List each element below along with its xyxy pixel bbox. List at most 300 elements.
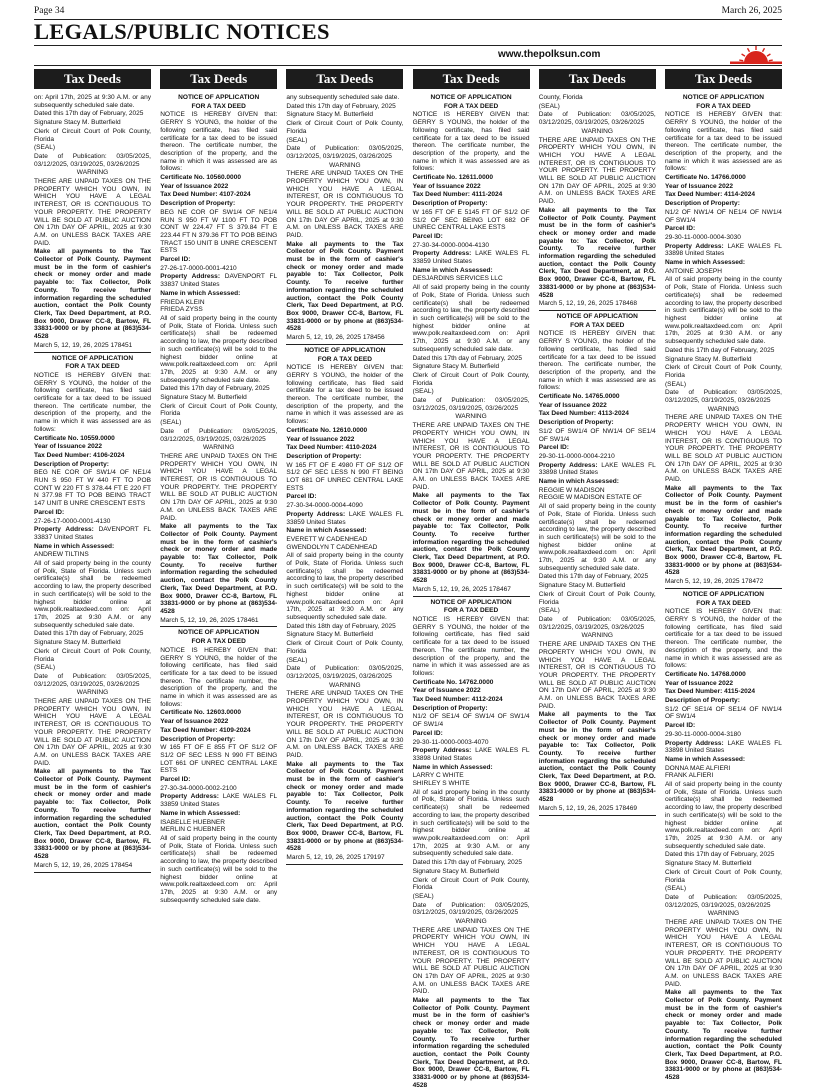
seal-mark: (SEAL): [412, 892, 434, 900]
payment-instructions: Make all payments to the Tax Collector of Polk County. Payment must be in the form of cashier's check or money order and made payable to: Tax Collector, Polk County. To receive further information regarding the scheduled auction, contact the Polk County Clerk, Tax Deed Department, at P.O. Box 9000, Drawer CC-8, Bartow, FL 33831-9000 or by phone at (863)534-4528: [538, 206, 656, 299]
header-rule-bottom: [34, 65, 782, 66]
publication-dates: Date of Publication: 03/05/2025, 03/12/2025, 03/19/2025, 03/26/2025: [412, 901, 530, 917]
assessed-name: LARRY C WHITE SHIRLEY S WHITE: [412, 772, 470, 788]
parcel-id: 29-30-11-0000-0003-4070: [412, 738, 489, 746]
notice-subtitle: FOR A TAX DEED: [443, 102, 499, 110]
payment-instructions: Make all payments to the Tax Collector of Polk County. Payment must be in the form of cashier's check or money order and made payable to: Tax Collector, Polk County. To receive further information regarding the scheduled auction, contact the Polk County Clerk, Tax Deed Department, at P.O. Box 9000, Drawer CC-8, Bartow, FL 33831-9000 or by phone at (863)534-4528: [286, 240, 404, 333]
dated-line: Dated this 17th day of February, 2025: [664, 346, 775, 354]
tax-deed-number: Tax Deed Number: 4111-2024: [412, 191, 503, 199]
issuance-year: Year of Issuance 2022: [160, 182, 229, 190]
clerk-line: Clerk of Circuit Court of Polk County, Florida: [538, 590, 656, 606]
certificate-number: Certificate No. 14762.0000: [412, 678, 494, 686]
parcel-id: 29-30-11-0000-0004-3180: [664, 730, 741, 738]
website-link[interactable]: www.thepolksun.com: [498, 49, 601, 60]
sun-logo-icon: [730, 49, 782, 64]
issuance-year: Year of Issuance 2022: [34, 443, 103, 451]
certificate-number: Certificate No. 12611.0000: [412, 174, 493, 182]
payment-instructions: Make all payments to the Tax Collector of Polk County. Payment must be in the form of cashier's check or money order and made payable to: Tax Collector, Polk County. To receive further information regarding the scheduled auction, contact the Polk County Clerk, Tax Deed Department, at P.O. Box 9000, Drawer CC-8, Bartow, FL 33831-9000 or by phone at (863)534-4528: [664, 484, 782, 577]
run-dates-text: March 5, 12, 19, 26, 2025: [286, 854, 361, 862]
warning-text: THERE ARE UNPAID TAXES ON THE PROPERTY WHICH YOU OWN, IN WHICH YOU HAVE A LEGAL INTEREST, OR IS CONTIGUOUS TO YOUR PROPERTY. THE PROPERTY WILL BE SOLD AT PUBLIC AUCTION ON 17th DAY OF APRIL, 2025 at 9:30 A.M. on UNLESS BACK TAXES ARE PAID.: [286, 170, 404, 239]
reference-number: 178461: [236, 616, 259, 624]
parcel-label: Parcel ID:: [412, 729, 443, 737]
publication-dates: Date of Publication: 03/05/2025, 03/12/2025, 03/19/2025, 03/26/2025: [286, 145, 404, 160]
tax-deed-notice: [665, 591, 782, 1082]
property-description: S1/2 OF SW1/4 OF NW1/4 OF SE1/4 OF SW1/4: [538, 427, 656, 443]
parcel-label: Parcel ID:: [34, 508, 65, 516]
reference-number: 178467: [489, 585, 511, 593]
page-header: [34, 0, 782, 70]
clerk-line: Clerk of Circuit Court of Polk County, Florida: [160, 402, 278, 418]
issuance-year: Year of Issuance 2022: [412, 687, 481, 695]
property-address: [160, 273, 277, 288]
seal-mark: (SEAL): [664, 380, 687, 388]
parcel-id: 27-30-34-0000-0004-4130: [412, 241, 490, 249]
notice-subtitle: FOR A TAX DEED: [65, 363, 120, 371]
property-address: [286, 511, 403, 526]
notice-divider: [539, 310, 656, 311]
notice-intro: NOTICE IS HEREBY GIVEN that: GERRY S YOUNG, the holder of the following certificate, has filed said certificate for a tax deed to be issued thereon. The certificate number, the description of the property, and the name in which it was assessed are as follows:: [664, 111, 782, 173]
notice-divider: [160, 626, 277, 627]
tax-deed-notice: [34, 355, 151, 870]
warning-heading: WARNING: [707, 910, 740, 918]
tax-deed-notice: [665, 94, 782, 586]
dated-line: Dated this 17th day of February, 2025: [412, 859, 522, 867]
notice-title: NOTICE OF APPLICATION: [556, 312, 638, 320]
address-value: LAKE WALES FL 33898 United States: [664, 242, 782, 258]
run-dates-text: March 5, 12, 19, 26, 2025: [160, 616, 235, 624]
column-body: [160, 94, 277, 904]
assessed-label: Name in which Assessed:: [412, 266, 493, 274]
payment-instructions: Make all payments to the Tax Collector of Polk County. Payment must be in the form of cashier's check or money order and made payable to: Tax Collector, Polk County. To receive further information regarding the scheduled auction, contact the Polk County Clerk, Tax Deed Department, at P.O. Box 9000, Drawer CC-8, Bartow, FL 33831-9000 or by phone at (863)534-4528: [34, 768, 151, 861]
address-label: Property Address:: [160, 273, 225, 281]
property-description: W 165 FT OF E 4980 FT OF S1/2 OF S1/2 OF SEC LESS N 990 FT BEING LOT 681 OF UNREC CENTRAL LAKE ESTS: [286, 461, 404, 492]
parcel-id: 29-30-11-0000-0004-3030: [664, 233, 741, 241]
run-dates-text: March 5, 12, 19, 26, 2025: [412, 585, 488, 593]
dated-line: Dated this 17th day of February, 2025: [34, 630, 144, 638]
property-description: S1/2 OF SE1/4 OF SE1/4 OF NW1/4 OF SW1/4: [664, 705, 782, 721]
tax-deed-number: Tax Deed Number: 4107-2024: [160, 191, 251, 199]
run-dates: [539, 300, 656, 308]
notice-title: NOTICE OF APPLICATION: [682, 590, 764, 598]
certificate-number: Certificate No. 14766.0000: [664, 174, 746, 182]
certificate-number: Certificate No. 14768.0000: [664, 670, 746, 678]
notice-divider: [286, 344, 403, 345]
signature: Signature Stacy M. Butterfield: [664, 860, 752, 868]
payment-instructions: Make all payments to the Tax Collector of Polk County. Payment must be in the form of cashier's check or money order and made payable to: Tax Collector, Polk County. To receive further information regarding the scheduled auction, contact the Polk County Clerk, Tax Deed Department, at P.O. Box 9000, Drawer CC-8, Bartow, FL 33831-9000 or by phone at (863)534-4528: [160, 523, 278, 615]
notice-title: NOTICE OF APPLICATION: [430, 94, 512, 101]
description-label: Description of Property:: [412, 200, 488, 208]
address-value: LAKE WALES FL 33898 United States: [664, 739, 782, 755]
parcel-id: 27-26-17-0000-0001-4130: [34, 517, 111, 525]
sale-terms: All of said property being in the county of Polk, State of Florida. Unless such certificate(s) shall be redeemed according to law, the property described in such certificate(s) will be sold to the highest bidder online at www.polk.realtaxdeed.com on: April 17th, 2025 at 9:30 A.M. or any subsequently scheduled sale date.: [160, 834, 278, 904]
payment-instructions: Make all payments to the Tax Collector of Polk County. Payment must be in the form of cashier's check or money order and made payable to: Tax Collector, Polk County. To receive further information regarding the scheduled auction, contact the Polk County Clerk, Tax Deed Department, at P.O. Box 9000, Drawer CC-8, Bartow, FL 33831-9000 or by phone at (863)534-4528: [412, 492, 530, 585]
publication-dates: Date of Publication: 03/05/2025, 03/12/2025, 03/19/2025, 03/26/2025: [664, 893, 782, 909]
clerk-line: Clerk of Circuit Court of Polk County, Florida: [412, 371, 530, 387]
column-body: [665, 94, 782, 1082]
warning-heading: WARNING: [329, 681, 361, 689]
section-title: LEGALS/PUBLIC NOTICES: [34, 19, 330, 44]
clerk-line: Clerk of Circuit Court of Polk County, Florida: [664, 868, 782, 884]
assessed-name: ANTOINE JOSEPH: [664, 267, 722, 275]
tax-deed-number: Tax Deed Number: 4114-2024: [664, 191, 756, 199]
notice-subtitle: FOR A TAX DEED: [317, 355, 373, 363]
property-address: [413, 250, 530, 265]
publication-dates: Date of Publication: 03/05/2025, 03/12/2025, 03/19/2025, 03/26/2025: [538, 616, 656, 631]
notice-intro: NOTICE IS HEREBY GIVEN that: GERRY S YOUNG, the holder of the following certificate, has filed said certificate for a tax deed to be issued thereon. The certificate number, the description of the property, and the name in which it was assessed are as follows:: [412, 111, 530, 173]
column-heading: Tax Deeds: [665, 69, 782, 89]
run-dates-text: March 5, 12, 19, 26, 2025: [34, 861, 109, 869]
notice-divider: [34, 872, 151, 873]
warning-heading: WARNING: [76, 169, 109, 177]
address-value: LAKE WALES FL 33859 United States: [412, 250, 530, 266]
property-address: [413, 747, 530, 762]
dated-line: Dated this 17th day of February, 2025: [664, 851, 775, 859]
warning-text: THERE ARE UNPAID TAXES ON THE PROPERTY WHICH YOU OWN, IN WHICH YOU HAVE A LEGAL INTEREST, OR IS CONTIGUOUS TO YOUR PROPERTY. THE PROPERTY WILL BE SOLD AT PUBLIC AUCTION ON 17th DAY OF APRIL, 2025 at 9:30 A.M. on UNLESS BACK TAXES ARE PAID.: [538, 641, 656, 710]
description-label: Description of Property:: [160, 200, 236, 208]
notice-column: [34, 69, 151, 945]
sale-terms: All of said property being in the county of Polk, State of Florida. Unless such certificate(s) shall be redeemed according to law, the property described in such certificate(s) will be sold to the highest bidder online at www.polk.realtaxdeed.com on: April 17th, 2025 at 9:30 A.M. or any subsequently scheduled sale date.: [34, 560, 151, 629]
header-rule-middle: [34, 45, 782, 46]
warning-heading: WARNING: [455, 413, 487, 421]
assessed-label: Name in which Assessed:: [160, 809, 241, 817]
issue-date: March 26, 2025: [721, 6, 782, 16]
issuance-year: Year of Issuance 2022: [664, 182, 733, 190]
clerk-line: Clerk of Circuit Court of Polk County, Florida: [664, 364, 782, 379]
assessed-name: DESJARDINS SERVICES LLC: [412, 275, 503, 283]
reference-number: 179197: [362, 854, 385, 862]
column-heading: Tax Deeds: [539, 69, 656, 89]
run-dates: [286, 854, 403, 862]
property-description: BEG NE COR OF SW1/4 OF NE1/4 RUN S 950 FT W 440 FT TO POB CONT W 220 FT S 378.44 FT E 220 FT N 377.98 FT TO POB BEING TRACT 147 UNIT B UNRE CRESCENT ESTS: [34, 469, 151, 508]
tax-deed-number: Tax Deed Number: 4113-2024: [538, 410, 629, 418]
notice-subtitle: FOR A TAX DEED: [191, 102, 246, 110]
property-address: [665, 740, 782, 755]
certificate-number: Certificate No. 10560.0000: [160, 174, 241, 182]
publication-dates: Date of Publication: 03/05/2025, 03/12/2025, 03/19/2025, 03/26/2025: [34, 672, 151, 688]
notice-divider: [539, 815, 656, 816]
assessed-name: ISABELLE HUEBNER MERLIN C HUEBNER: [160, 818, 226, 834]
tax-deed-number: Tax Deed Number: 4115-2024: [664, 688, 756, 696]
warning-text: THERE ARE UNPAID TAXES ON THE PROPERTY WHICH YOU OWN, IN WHICH YOU HAVE A LEGAL INTEREST, OR IS CONTIGUOUS TO YOUR PROPERTY. THE PROPERTY WILL BE SOLD AT PUBLIC AUCTION ON 17th DAY OF APRIL, 2025 at 9:30 A.M. on UNLESS BACK TAXES ARE PAID.: [538, 136, 656, 206]
run-dates-text: March 5, 12, 19, 26, 2025: [664, 578, 740, 586]
column-heading: Tax Deeds: [413, 69, 530, 89]
warning-text: THERE ARE UNPAID TAXES ON THE PROPERTY WHICH YOU OWN, IN WHICH YOU HAVE A LEGAL INTEREST, OR IS CONTIGUOUS TO YOUR PROPERTY. THE PROPERTY WILL BE SOLD AT PUBLIC AUCTION ON 17th DAY OF APRIL, 2025 at 9:30 A.M. on UNLESS BACK TAXES ARE PAID.: [34, 698, 151, 767]
parcel-label: Parcel ID:: [412, 232, 443, 240]
issuance-year: Year of Issuance 2022: [286, 435, 355, 443]
parcel-label: Parcel ID:: [664, 722, 696, 730]
notice-intro: NOTICE IS HEREBY GIVEN that: GERRY S YOUNG, the holder of the following certificate, has filed said certificate for a tax deed to be issued thereon. The certificate number, the description of the property, and the name in which it was assessed are as follows:: [664, 608, 782, 670]
notice-subtitle: FOR A TAX DEED: [696, 599, 751, 607]
warning-text: THERE ARE UNPAID TAXES ON THE PROPERTY WHICH YOU OWN, IN WHICH YOU HAVE A LEGAL INTEREST, OR IS CONTIGUOUS TO YOUR PROPERTY. THE PROPERTY WILL BE SOLD AT PUBLIC AUCTION ON 17th DAY OF APRIL, 2025 at 9:30 A.M. on UNLESS BACK TAXES ARE PAID.: [664, 919, 782, 988]
reference-number: 178468: [615, 300, 638, 308]
sale-terms: All of said property being in the county of Polk, State of Florida. Unless such certificate(s) shall be redeemed according to law, the property described in such certificate(s) will be sold to the highest bidder online at www.polk.realtaxdeed.com on: April 17th, 2025 at 9:30 A.M. or any subsequently scheduled sale date.: [160, 314, 278, 384]
run-dates-text: March 5, 12, 19, 26, 2025: [538, 804, 614, 812]
column-body: [413, 94, 530, 1089]
address-value: DAVENPORT FL 33837 United States: [34, 526, 151, 541]
assessed-label: Name in which Assessed:: [160, 289, 241, 297]
run-dates: [539, 805, 656, 813]
notice-subtitle: FOR A TAX DEED: [191, 638, 246, 646]
warning-text: THERE ARE UNPAID TAXES ON THE PROPERTY WHICH YOU OWN, IN WHICH YOU HAVE A LEGAL INTEREST, OR IS CONTIGUOUS TO YOUR PROPERTY. THE PROPERTY WILL BE SOLD AT PUBLIC AUCTION ON 17th DAY OF APRIL, 2025 at 9:30 A.M. on UNLESS BACK TAXES ARE PAID.: [412, 926, 530, 996]
dated-line: Dated this 17th day of February, 2025: [160, 385, 270, 393]
notice-divider: [413, 596, 530, 597]
warning-text: THERE ARE UNPAID TAXES ON THE PROPERTY WHICH YOU OWN, IN WHICH YOU HAVE A LEGAL INTEREST, OR IS CONTIGUOUS TO YOUR PROPERTY. THE PROPERTY WILL BE SOLD AT PUBLIC AUCTION ON 17th DAY OF APRIL, 2025 at 9:30 A.M. on UNLESS BACK TAXES ARE PAID.: [664, 414, 782, 484]
publication-dates: Date of Publication: 03/05/2025, 03/12/2025, 03/19/2025, 03/26/2025: [412, 397, 530, 412]
seal-mark: (SEAL): [412, 388, 434, 396]
warning-heading: WARNING: [329, 161, 361, 169]
address-value: LAKE WALES FL 33859 United States: [160, 793, 278, 809]
warning-heading: WARNING: [202, 444, 235, 452]
lead-in-text: on: April 17th, 2025 at 9:30 A.M. or any subsequently scheduled sale date.: [34, 94, 151, 109]
warning-text: THERE ARE UNPAID TAXES ON THE PROPERTY WHICH YOU OWN, IN WHICH YOU HAVE A LEGAL INTEREST, OR IS CONTIGUOUS TO YOUR PROPERTY. THE PROPERTY WILL BE SOLD AT PUBLIC AUCTION ON 17th DAY OF APRIL, 2025 at 9:30 A.M. on UNLESS BACK TAXES ARE PAID.: [34, 178, 151, 247]
run-dates: [413, 586, 530, 594]
publication-dates: Date of Publication: 03/05/2025, 03/12/2025, 03/19/2025, 03/26/2025: [160, 427, 278, 443]
property-description: N1/2 OF NW1/4 OF NE1/4 OF NW1/4 OF SW1/4: [664, 208, 782, 224]
address-label: Property Address:: [664, 242, 728, 250]
notice-intro: NOTICE IS HEREBY GIVEN that: GERRY S YOUNG, the holder of the following certificate, has filed said certificate for a tax deed to be issued thereon. The certificate number, the description of the property, and the name in which it was assessed are as follows:: [412, 616, 530, 677]
address-label: Property Address:: [412, 747, 476, 755]
reference-number: 178456: [362, 334, 385, 342]
clerk-line: Clerk of Circuit Court of Polk County, Florida: [34, 647, 151, 663]
parcel-label: Parcel ID:: [538, 444, 569, 452]
clerk-line: Clerk of Circuit Court of Polk County, Florida: [412, 876, 530, 892]
parcel-label: Parcel ID:: [286, 493, 317, 501]
column-body: [286, 94, 403, 865]
sale-terms: All of said property being in the county of Polk, State of Florida. Unless such certificate(s) shall be redeemed according to law, the property described in such certificate(s) will be sold to the highest bidder online at www.polk.realtaxdeed.com on: April 17th, 2025 at 9:30 A.M. or any subsequently scheduled sale date.: [412, 284, 530, 353]
clerk-line: Clerk of Circuit Court of Polk County, Florida: [286, 120, 404, 135]
address-label: Property Address:: [34, 526, 99, 534]
page-number: Page 34: [34, 6, 65, 16]
notice-title: NOTICE OF APPLICATION: [304, 346, 386, 354]
sale-terms: All of said property being in the county of Polk, State of Florida. Unless such certificate(s) shall be redeemed according to law, the property described in such certificate(s) will be sold to the highest bidder online at www.polk.realtaxdeed.com on: April 17th, 2025 at 9:30 A.M. or any subsequently scheduled sale date.: [664, 781, 782, 850]
address-label: Property Address:: [412, 250, 476, 258]
certificate-number: Certificate No. 12610.0000: [286, 426, 368, 434]
seal-mark: (SEAL): [538, 607, 560, 615]
notice-column: [286, 69, 403, 945]
sale-terms: All of said property being in the county of Polk, State of Florida. Unless such certificate(s) shall be redeemed according to law, the property described in such certificate(s) will be sold to the highest bidder online at www.polk.realtaxdeed.com on: April 17th, 2025 at 9:30 A.M. or any subsequently scheduled sale date.: [412, 788, 530, 858]
warning-heading: WARNING: [707, 405, 740, 413]
warning-heading: WARNING: [76, 689, 109, 697]
tax-deed-number: Tax Deed Number: 4110-2024: [286, 444, 377, 452]
assessed-label: Name in which Assessed:: [34, 542, 115, 550]
payment-instructions: Make all payments to the Tax Collector of Polk County. Payment must be in the form of cashier's check or money order and made payable to: Tax Collector, Polk County. To receive further information regarding the scheduled auction, contact the Polk County Clerk, Tax Deed Department, at P.O. Box 9000, Drawer CC-8, Bartow, FL 33831-9000 or by phone at (863)534-4528: [34, 248, 151, 341]
reference-number: 178472: [741, 578, 764, 586]
seal-mark: (SEAL): [160, 419, 182, 427]
tax-deed-notice: [539, 313, 656, 813]
property-description: W 165 FT OF E 855 FT OF S1/2 OF S1/2 OF SEC LESS N 990 FT BEING LOT 661 OF UNREC CENTRAL LAKE ESTS: [160, 744, 278, 775]
property-address: [539, 462, 656, 477]
notice-intro: NOTICE IS HEREBY GIVEN that: GERRY S YOUNG, the holder of the following certificate, has filed said certificate for a tax deed to be issued thereon. The certificate number, the description of the property, and the name in which it was assessed are as follows:: [286, 364, 404, 426]
property-address: [665, 243, 782, 258]
notice-subtitle: FOR A TAX DEED: [570, 321, 625, 329]
notice-intro: NOTICE IS HEREBY GIVEN that: GERRY S YOUNG, the holder of the following certificate, has filed said certificate for a tax deed to be issued thereon. The certificate number, the description of the property, and the name in which it was assessed are as follows:: [538, 330, 656, 392]
publication-dates: Date of Publication: 03/05/2025, 03/12/2025, 03/19/2025, 03/26/2025: [286, 665, 404, 680]
run-dates: [160, 617, 277, 625]
issuance-year: Year of Issuance 2022: [160, 718, 229, 726]
assessed-name: ANDREW TILTINS: [34, 551, 89, 559]
certificate-number: Certificate No. 10559.0000: [34, 434, 115, 442]
description-label: Description of Property:: [412, 704, 488, 712]
certificate-number: Certificate No. 12603.0000: [160, 709, 241, 717]
sale-terms: All of said property being in the county of Polk, State of Florida. Unless such certificate(s) shall be redeemed according to law, the property described in such certificate(s) will be sold to the highest bidder online at www.polk.realtaxdeed.com on: April 17th, 2025 at 9:30 A.M. or any subsequently scheduled sale date.: [538, 503, 656, 572]
warning-text: THERE ARE UNPAID TAXES ON THE PROPERTY WHICH YOU OWN, IN WHICH YOU HAVE A LEGAL INTEREST, OR IS CONTIGUOUS TO YOUR PROPERTY. THE PROPERTY WILL BE SOLD AT PUBLIC AUCTION ON 17th DAY OF APRIL, 2025 at 9:30 A.M. on UNLESS BACK TAXES ARE PAID.: [160, 452, 278, 522]
tax-deed-notice: [160, 629, 277, 904]
tax-deed-number: Tax Deed Number: 4106-2024: [34, 451, 125, 459]
tax-deed-number: Tax Deed Number: 4109-2024: [160, 726, 251, 734]
issuance-year: Year of Issuance 2022: [412, 182, 481, 190]
seal-mark: (SEAL): [34, 664, 56, 672]
tax-deed-notice: [413, 94, 530, 594]
assessed-label: Name in which Assessed:: [286, 527, 367, 535]
notice-column: [539, 69, 656, 945]
warning-heading: WARNING: [581, 632, 613, 640]
description-label: Description of Property:: [538, 419, 614, 427]
notice-title: NOTICE OF APPLICATION: [682, 94, 764, 101]
reference-number: 178454: [110, 861, 133, 869]
notice-title: NOTICE OF APPLICATION: [430, 598, 512, 606]
issuance-year: Year of Issuance 2022: [664, 679, 733, 687]
property-description: N1/2 OF SE1/4 OF SW1/4 OF SW1/4 OF SW1/4: [412, 713, 530, 729]
notice-subtitle: FOR A TAX DEED: [443, 607, 499, 615]
run-dates: [34, 862, 151, 870]
notice-divider: [34, 352, 151, 353]
tax-deed-notice: [160, 94, 277, 624]
seal-mark: (SEAL): [286, 656, 308, 664]
payment-instructions: Make all payments to the Tax Collector of Polk County. Payment must be in the form of cashier's check or money order and made payable to: Tax Collector, Polk County. To receive further information regarding the scheduled auction, contact the Polk County Clerk, Tax Deed Department, at P.O. Box 9000, Drawer CC-8, Bartow, FL 33831-9000 or by phone at (863)534-4528: [286, 760, 404, 853]
address-label: Property Address:: [160, 793, 223, 801]
run-dates: [286, 334, 403, 342]
description-label: Description of Property:: [160, 735, 236, 743]
assessed-name: REGGIE W MADISON REGGIE W MADISON ESTATE OF: [538, 486, 642, 502]
parcel-id: 27-26-17-0000-0001-4210: [160, 264, 237, 272]
assessed-label: Name in which Assessed:: [664, 755, 746, 763]
address-label: Property Address:: [664, 739, 728, 747]
assessed-name: EVERETT W CADENHEAD GWENDOLYN T CADENHEAD: [286, 535, 378, 551]
clerk-line: Clerk of Circuit Court of Polk County, Florida: [34, 127, 151, 143]
issuance-year: Year of Issuance 2022: [538, 401, 607, 409]
notice-title: NOTICE OF APPLICATION: [51, 354, 134, 362]
dated-line: Dated this 17th day of February, 2025: [34, 110, 144, 118]
description-label: Description of Property:: [664, 200, 740, 208]
reference-number: 178469: [615, 804, 638, 812]
property-description: BEG NE COR OF SW1/4 OF NE1/4 RUN S 950 FT W 1100 FT TO POB CONT W 224.47 FT S 379.84 FT E 223.44 FT N 379.36 FT TO POB BEING TRACT 150 UNIT B UNRE CRESCENT ESTS: [160, 208, 278, 255]
column-body: [34, 94, 151, 873]
signature: Signature Stacy M. Butterfield: [412, 867, 500, 875]
lead-in-text: any subsequently scheduled sale date.: [286, 94, 400, 101]
notice-subtitle: FOR A TAX DEED: [696, 102, 751, 110]
column-heading: Tax Deeds: [34, 69, 151, 89]
parcel-label: Parcel ID:: [664, 225, 696, 233]
description-label: Description of Property:: [664, 697, 740, 705]
warning-heading: WARNING: [455, 918, 487, 926]
reference-number: 178451: [110, 341, 133, 349]
parcel-label: Parcel ID:: [160, 256, 191, 264]
assessed-name: FRIEDA KLEIN FRIEDA ZYSS: [160, 298, 205, 314]
address-label: Property Address:: [286, 510, 349, 518]
column-heading: Tax Deeds: [286, 69, 403, 89]
address-value: LAKE WALES FL 33859 United States: [286, 510, 404, 526]
tax-deed-number: Tax Deed Number: 4112-2024: [412, 696, 503, 704]
run-dates-text: March 5, 12, 19, 26, 2025: [286, 334, 361, 342]
assessed-label: Name in which Assessed:: [412, 763, 493, 771]
signature: Signature Stacy M. Butterfield: [34, 639, 121, 647]
seal-mark: (SEAL): [664, 885, 687, 893]
dated-line: Dated this 17th day of February, 2025: [412, 354, 522, 362]
sale-terms: All of said property being in the county of Polk, State of Florida. Unless such certificate(s) shall be redeemed according to law, the property described in such certificate(s) will be sold to the highest bidder online at www.polk.realtaxdeed.com on: April 17th, 2025 at 9:30 A.M. or any subsequently scheduled sale date.: [286, 552, 404, 621]
clerk-line: Clerk of Circuit Court of Polk County, Florida: [286, 640, 404, 655]
parcel-id: 27-30-34-0000-0004-4090: [286, 502, 363, 510]
notice-columns: [34, 69, 782, 1089]
seal-mark: (SEAL): [538, 102, 560, 110]
signature: Signature Stacy M. Butterfield: [286, 631, 373, 639]
notice-title: NOTICE OF APPLICATION: [178, 629, 260, 637]
seal-mark: (SEAL): [286, 136, 308, 144]
notice-intro: NOTICE IS HEREBY GIVEN that: GERRY S YOUNG, the holder of the following certificate, has filed said certificate for a tax deed to be issued thereon. The certificate number, the description of the property, and the name in which it was assessed are as follows:: [160, 111, 278, 173]
run-dates: [34, 342, 151, 350]
column-heading: Tax Deeds: [160, 69, 277, 89]
notice-column: [412, 69, 530, 1089]
clerk-tail: County, Florida: [538, 94, 583, 101]
run-dates-text: March 5, 12, 19, 26, 2025: [34, 341, 109, 349]
warning-text: THERE ARE UNPAID TAXES ON THE PROPERTY WHICH YOU OWN, IN WHICH YOU HAVE A LEGAL INTEREST, OR IS CONTIGUOUS TO YOUR PROPERTY. THE PROPERTY WILL BE SOLD AT PUBLIC AUCTION ON 17th DAY OF APRIL, 2025 at 9:30 A.M. on UNLESS BACK TAXES ARE PAID.: [412, 422, 530, 491]
property-address: [34, 526, 151, 541]
warning-text: THERE ARE UNPAID TAXES ON THE PROPERTY WHICH YOU OWN, IN WHICH YOU HAVE A LEGAL INTEREST, OR IS CONTIGUOUS TO YOUR PROPERTY. THE PROPERTY WILL BE SOLD AT PUBLIC AUCTION ON 17th DAY OF APRIL, 2025 at 9:30 A.M. on UNLESS BACK TAXES ARE PAID.: [286, 690, 404, 759]
parcel-label: Parcel ID:: [160, 776, 191, 784]
tax-deed-notice: [286, 347, 403, 862]
publication-dates: Date of Publication: 03/05/2025, 03/12/2025, 03/19/2025, 03/26/2025: [538, 111, 656, 127]
publication-dates: Date of Publication: 03/05/2025, 03/12/2025, 03/19/2025, 03/26/2025: [664, 389, 782, 405]
signature: Signature Stacy M. Butterfield: [412, 363, 500, 371]
notice-title: NOTICE OF APPLICATION: [178, 94, 260, 101]
warning-heading: WARNING: [581, 127, 613, 135]
dated-line: Dated this 17th day of February, 2025: [538, 573, 649, 581]
dated-line: Dated this 18th day of February, 2025: [286, 622, 396, 630]
publication-dates: Date of Publication: 03/05/2025, 03/12/2025, 03/19/2025, 03/26/2025: [34, 152, 151, 168]
notice-column: [160, 69, 277, 945]
address-value: LAKE WALES FL 33898 United States: [538, 461, 656, 477]
signature: Signature Stacy M. Butterfield: [538, 582, 626, 590]
assessed-label: Name in which Assessed:: [538, 478, 619, 486]
notice-divider: [665, 588, 782, 589]
certificate-number: Certificate No. 14765.0000: [538, 393, 620, 401]
column-body: [539, 94, 656, 816]
tax-deed-notice: [413, 599, 530, 1089]
seal-mark: (SEAL): [34, 144, 56, 152]
address-label: Property Address:: [538, 461, 602, 469]
property-description: W 165 FT OF E 5145 FT OF S1/2 OF S1/2 OF SEC BEING LOT 682 OF UNREC CENTRAL LAKE ESTS: [412, 208, 530, 232]
payment-instructions: Make all payments to the Tax Collector of Polk County. Payment must be in the form of cashier's check or money order and made payable to: Tax Collector, Polk County. To receive further information regarding the scheduled auction, contact the Polk County Clerk, Tax Deed Department, at P.O. Box 9000, Drawer CC-8, Bartow, FL 33831-9000 or by phone at (863)534-4528: [412, 997, 530, 1089]
signature: Signature Stacy M. Butterfield: [664, 355, 752, 363]
signature: Signature Stacy M. Butterfield: [160, 394, 247, 402]
payment-instructions: Make all payments to the Tax Collector of Polk County. Payment must be in the form of cashier's check or money order and made payable to: Tax Collector, Polk County. To receive further information regarding the scheduled auction, contact the Polk County Clerk, Tax Deed Department, at P.O. Box 9000, Drawer CC-8, Bartow, FL 33831-9000 or by phone at (863)534-4528: [538, 711, 656, 804]
assessed-label: Name in which Assessed:: [664, 259, 746, 267]
description-label: Description of Property:: [286, 452, 362, 460]
notice-intro: NOTICE IS HEREBY GIVEN that: GERRY S YOUNG, the holder of the following certificate, has filed said certificate for a tax deed to be issued thereon. The certificate number, the description of the property, and the name in which it was assessed are as follows:: [34, 371, 151, 433]
run-dates: [665, 578, 782, 586]
address-value: LAKE WALES FL 33898 United States: [412, 747, 530, 762]
notice-column: [664, 69, 782, 1082]
signature: Signature Stacy M. Butterfield: [286, 111, 373, 119]
description-label: Description of Property:: [34, 460, 109, 468]
sale-terms: All of said property being in the county of Polk, State of Florida. Unless such certificate(s) shall be redeemed according to law, the property described in such certificate(s) will be sold to the highest bidder online at www.polk.realtaxdeed.com on: April 17th, 2025 at 9:30 A.M. or any subsequently scheduled sale date.: [664, 276, 782, 346]
assessed-name: DONNA MAE ALFIERI FRANK ALFIERI: [664, 764, 731, 780]
property-address: [160, 793, 277, 808]
parcel-id: 29-30-11-0000-0004-2210: [538, 452, 615, 460]
notice-divider: [286, 864, 403, 865]
dated-line: Dated this 17th day of February, 2025: [286, 102, 396, 110]
notice-intro: NOTICE IS HEREBY GIVEN that: GERRY S YOUNG, the holder of the following certificate, has filed said certificate for a tax deed to be issued thereon. The certificate number, the description of the property, and the name in which it was assessed are as follows:: [160, 646, 278, 708]
payment-instructions: Make all payments to the Tax Collector of Polk County. Payment must be in the form of cashier's check or money order and made payable to: Tax Collector, Polk County. To receive further information regarding the scheduled auction, contact the Polk County Clerk, Tax Deed Department, at P.O. Box 9000, Drawer CC-8, Bartow, FL 33831-9000 or by phone at (863)534-4528: [664, 989, 782, 1082]
